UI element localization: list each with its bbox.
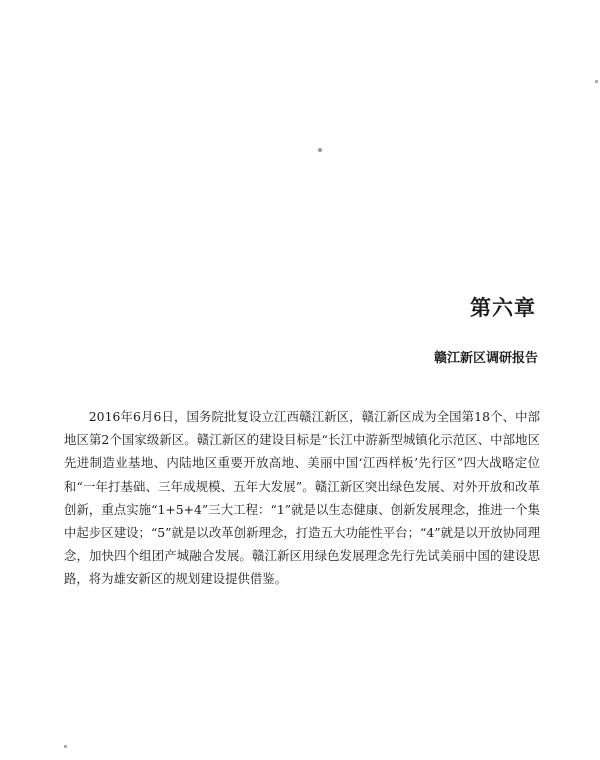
chapter-title: 第六章	[470, 296, 536, 320]
scan-speck	[318, 148, 322, 152]
chapter-subtitle: 赣江新区调研报告	[433, 351, 538, 366]
body-paragraph: 2016年6月6日，国务院批复设立江西赣江新区，赣江新区成为全国第18个、中部地区第2个国家级新区。赣江新区的建设目标是“长江中游新型城镇化示范区、中部地区先进制造业基地、内陆地区重要开放高地、美丽中国‘江西样板’先行区”四大战略定位和“一年打基础、三年成规模、五年大发展”。赣江新区突出绿色发展、对外开放和改革创新，重点实施“1+5+4”三大工程：“1”就是以生态健康、创新发展理念，推进一个集中起步区建设；“5”就是以改革创新理念，打造五大功能性平台；“4”就是以开放协同理念，加快四个组团产城融合发展。赣江新区用绿色发展理念先行先试美丽中国的建设思路，将为雄安新区的规划建设提供借鉴。	[64, 409, 540, 587]
scan-speck	[64, 745, 67, 748]
scan-speck	[595, 80, 598, 83]
